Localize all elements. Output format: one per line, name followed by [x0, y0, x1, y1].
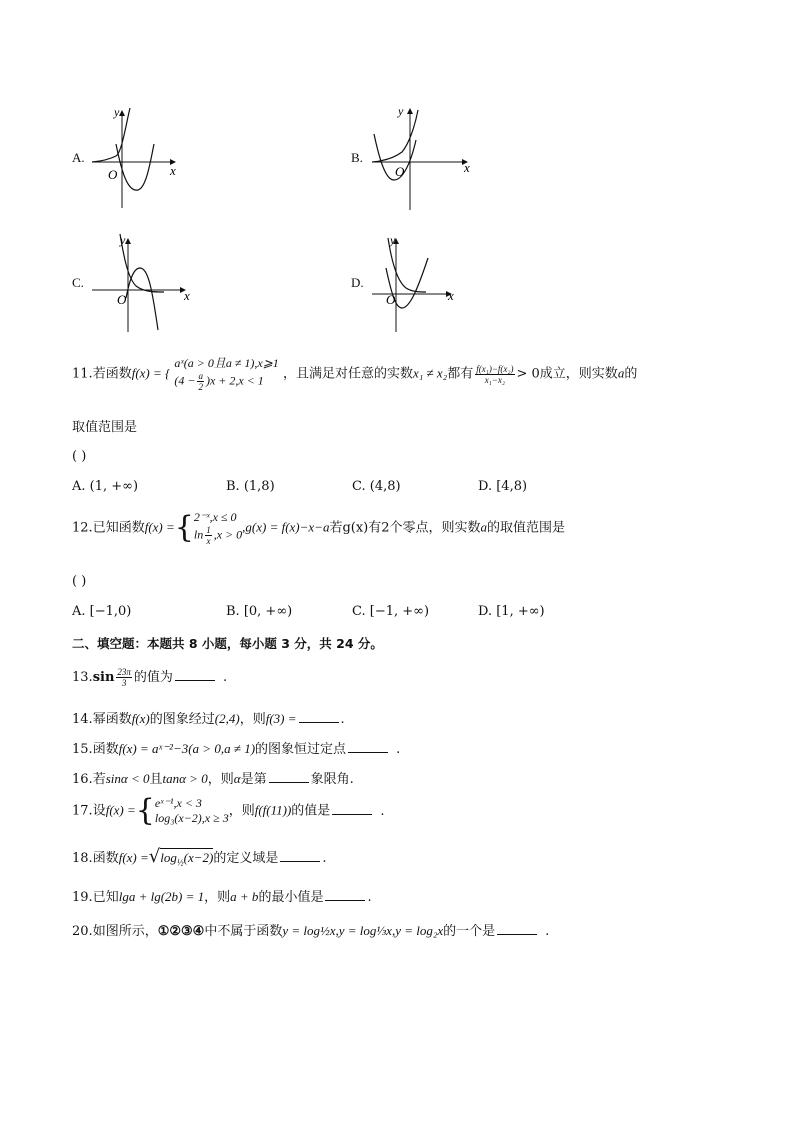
q11-piecewise: aˣ(a > 0且a ≠ 1),x⩾1 (4 − $\frac{a}{2}$ )x + 2,x < 1	[174, 356, 279, 392]
answer-blank	[280, 849, 320, 862]
answer-blank	[332, 802, 372, 815]
answer-blank	[175, 668, 215, 681]
y-label: y	[398, 104, 404, 118]
q12-option-b: B. [0, +∞)	[226, 604, 293, 619]
q11-option-b: B. (1,8)	[226, 479, 275, 494]
q12-number: 12.	[72, 520, 93, 536]
q12-piecewise: 2⁻ˣ,x ≤ 0 ln $\frac{1}{x}$ ,x > 0	[193, 510, 243, 546]
curve-exp	[92, 108, 130, 162]
q12-option-d: D. [1, +∞)	[478, 604, 545, 619]
q11-line2: 取值范围是	[72, 420, 138, 435]
x-label: x	[448, 288, 454, 303]
y-label: y	[114, 105, 120, 119]
q11-paren: ( )	[72, 449, 87, 464]
q16: 16.若sinα < 0且tanα > 0，则α是第 象限角.	[72, 771, 354, 787]
option-label-a: A.	[72, 150, 85, 165]
origin-label: O	[395, 164, 405, 179]
answer-blank	[497, 922, 537, 935]
origin-label: O	[386, 292, 396, 307]
q11-option-a: A. (1, +∞)	[72, 479, 139, 494]
q11-line1: 11.若函数f(x) = { aˣ(a > 0且a ≠ 1),x⩾1 (4 − $\frac{a}{2}$ )x + 2,x < 1 ，且满足对任意的实数x₁ ≠ x₂都有 $\frac{\text{f(x₁)−f(x₂)}}{\text{x₁−x₂}}$ > 0成立，则实数a的	[72, 356, 638, 392]
q12-paren: ( )	[72, 574, 87, 589]
q18: 18.函数$f(x) =√\log_{\frac{1}{2}}(x-2)$的定义域是 .	[72, 846, 327, 868]
graph-c	[88, 228, 198, 338]
q11-number: 11.	[72, 366, 93, 382]
origin-label: O	[108, 167, 118, 182]
graph-b	[366, 100, 486, 215]
q11-option-c: C. (4,8)	[352, 479, 401, 494]
q19: 19.已知lga + lg(2b) = 1，则a + b的最小值是 .	[72, 889, 372, 905]
option-label-b: B.	[351, 150, 363, 165]
q15: 15.函数f(x) = aˣ⁻²−3(a > 0,a ≠ 1)的图象恒过定点 .	[72, 741, 401, 757]
q11-fx: f(x) = {	[131, 365, 171, 381]
q14: 14.幂函数f(x)的图象经过(2,4)，则f(3) = .	[72, 711, 345, 727]
graph-a	[88, 104, 198, 214]
q17: 17.设f(x) ={ eˣ⁻¹,x < 3 log₃(x−2),x ≥ 3 ，则f(f(11))的值是 .	[72, 793, 385, 828]
q12-option-c: C. [−1, +∞)	[352, 604, 430, 619]
q20: 20.如图所示，①②③④中不属于函数y = log½x,y = log⅓x,y = log₂x的一个是 .	[72, 923, 550, 939]
q11-fraction: $\frac{\text{f(x₁)−f(x₂)}}{\text{x₁−x₂}}$	[476, 363, 514, 385]
x-label: x	[184, 288, 190, 303]
q11-option-d: D. [4,8)	[478, 479, 528, 494]
answer-blank	[348, 740, 388, 753]
answer-blank	[269, 770, 309, 783]
y-label: y	[390, 233, 396, 247]
x-label: x	[464, 160, 470, 175]
graph-d	[366, 228, 476, 338]
option-label-c: C.	[72, 275, 84, 290]
q12-option-a: A. [−1,0)	[72, 604, 132, 619]
answer-blank	[325, 888, 365, 901]
option-label-d: D.	[351, 275, 364, 290]
origin-label: O	[117, 292, 127, 307]
answer-blank	[299, 710, 339, 723]
section-title: 二、填空题：本题共 8 小题，每小题 3 分，共 24 分。	[72, 636, 383, 651]
q12-line1: 12.已知函数f(x) ={ 2⁻ˣ,x ≤ 0 ln $\frac{1}{x}$ ,x > 0 ,g(x) = f(x)−x−a若g(x)有2个零点，则实数a的取值范围是	[72, 510, 566, 546]
y-label: y	[120, 233, 126, 247]
x-label: x	[170, 163, 176, 178]
q13: 13.sin $\frac{23\pi}{3}$ 的值为 .	[72, 667, 228, 688]
